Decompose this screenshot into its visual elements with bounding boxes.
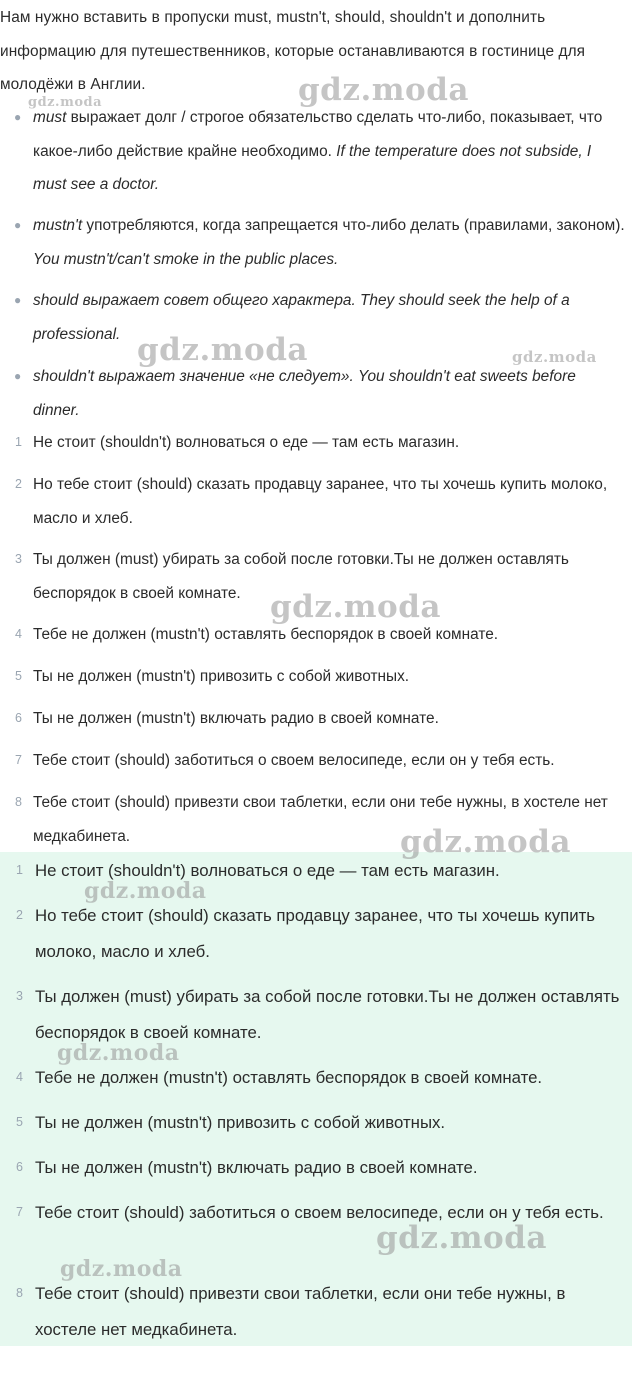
watermark: gdz.moda [512, 348, 597, 366]
item-text: Тебе не должен (mustn't) оставлять беспорядок в своей комнате. [35, 1068, 543, 1087]
watermark: gdz.moda [28, 95, 103, 110]
watermark: gdz.moda [270, 589, 441, 625]
watermark: gdz.moda [60, 1256, 183, 1282]
list-item [15, 786, 629, 853]
bullet-icon: ● [14, 110, 22, 124]
list-item [15, 618, 629, 652]
list-item [16, 1105, 625, 1141]
item-text: Не стоит (shouldn't) волноваться о еде — там есть магазин. [33, 434, 460, 451]
item-number: 7 [16, 1205, 23, 1219]
item-text: Ты не должен (mustn't) привозить с собой животных. [35, 1113, 446, 1132]
watermark: gdz.moda [57, 1040, 180, 1066]
item-number: 4 [15, 627, 22, 641]
item-text: Тебе не должен (mustn't) оставлять беспорядок в своей комнате. [33, 626, 499, 643]
list-item [16, 898, 625, 969]
rule-text: употребляются, когда запрещается что-либо делать (правилами, законом). [82, 217, 625, 234]
bullet-icon: ● [14, 218, 22, 232]
rule-example: If the temperature does not subside, I must see a doctor. [33, 142, 592, 193]
rule-example: They should seek the help of a professional. [33, 292, 570, 343]
rule-term: must [33, 109, 67, 126]
list-item [16, 853, 625, 889]
item-number: 3 [15, 552, 22, 566]
list-item [15, 543, 629, 610]
intro-paragraph: Нам нужно вставить в пропуски must, mustn't, should, shouldn't и дополнить информацию для путешественников, которые останавливаются в гостинице для молодёжи в Англии. [0, 9, 586, 93]
item-number: 8 [15, 795, 22, 809]
list-item [15, 426, 629, 460]
watermark: gdz.moda [376, 1220, 547, 1256]
list-item [16, 1150, 625, 1186]
bullet-icon: ● [14, 369, 22, 383]
answer-box [0, 852, 632, 1346]
list-item [15, 468, 629, 535]
rule-term: mustn't [33, 217, 83, 234]
list-item [16, 1060, 625, 1096]
item-number: 7 [15, 753, 22, 767]
item-number: 2 [16, 908, 23, 922]
item-number: 1 [16, 863, 23, 877]
item-number: 1 [15, 435, 22, 449]
item-text: Тебе стоит (should) заботиться о своем велосипеде, если он у тебя есть. [35, 1203, 604, 1222]
list-item [15, 660, 629, 694]
item-number: 4 [16, 1070, 23, 1084]
item-number: 6 [16, 1160, 23, 1174]
watermark: gdz.moda [84, 878, 207, 904]
rule-shouldnt [14, 360, 625, 427]
item-text: Но тебе стоит (should) сказать продавцу заранее, что ты хочешь купить молоко, масло и хлеб. [35, 906, 596, 961]
rule-text: выражает долг / строгое обязательство сделать что-либо, показывает, что какое-либо действие крайне необходимо. [33, 109, 603, 160]
item-text: Тебе стоит (should) заботиться о своем велосипеде, если он у тебя есть. [33, 752, 555, 769]
item-number: 5 [15, 669, 22, 683]
rule-term: shouldn't выражает значение «не следует». [33, 368, 354, 385]
rule-example: You shouldn't eat sweets before dinner. [33, 368, 576, 419]
item-text: Тебе стоит (should) привезти свои таблетки, если они тебе нужны, в хостеле нет медкабинета. [35, 1284, 566, 1339]
item-number: 3 [16, 989, 23, 1003]
item-number: 8 [16, 1286, 23, 1300]
rule-example: You mustn't/can't smoke in the public places. [33, 250, 339, 268]
item-text: Ты должен (must) убирать за собой после готовки.Ты не должен оставлять беспорядок в своей комнате. [33, 551, 569, 602]
item-text: Ты не должен (mustn't) включать радио в своей комнате. [35, 1158, 478, 1177]
item-text: Тебе стоит (should) привезти свои таблетки, если они тебе нужны, в хостеле нет медкабинета. [33, 794, 608, 845]
item-text: Ты должен (must) убирать за собой после готовки.Ты не должен оставлять беспорядок в своей комнате. [35, 987, 620, 1042]
list-item [15, 744, 629, 778]
bullet-icon: ● [14, 293, 22, 307]
list-item [16, 1276, 625, 1347]
item-text: Ты не должен (mustn't) включать радио в своей комнате. [33, 710, 439, 727]
item-number: 6 [15, 711, 22, 725]
item-number: 2 [15, 477, 22, 491]
watermark: gdz.moda [400, 824, 571, 860]
item-text: Не стоит (shouldn't) волноваться о еде — там есть магазин. [35, 861, 500, 880]
rule-must [14, 101, 625, 202]
list-item [16, 1195, 625, 1231]
watermark: gdz.moda [298, 72, 469, 108]
rule-term: should выражает совет общего характера. [33, 292, 356, 309]
watermark: gdz.moda [137, 332, 308, 368]
item-text: Ты не должен (mustn't) привозить с собой животных. [33, 668, 410, 685]
rule-should [14, 284, 625, 351]
item-number: 5 [16, 1115, 23, 1129]
rule-mustnt [14, 209, 625, 276]
item-text: Но тебе стоит (should) сказать продавцу заранее, что ты хочешь купить молоко, масло и хлеб. [33, 476, 608, 527]
list-item [15, 702, 629, 736]
list-item [16, 979, 625, 1050]
